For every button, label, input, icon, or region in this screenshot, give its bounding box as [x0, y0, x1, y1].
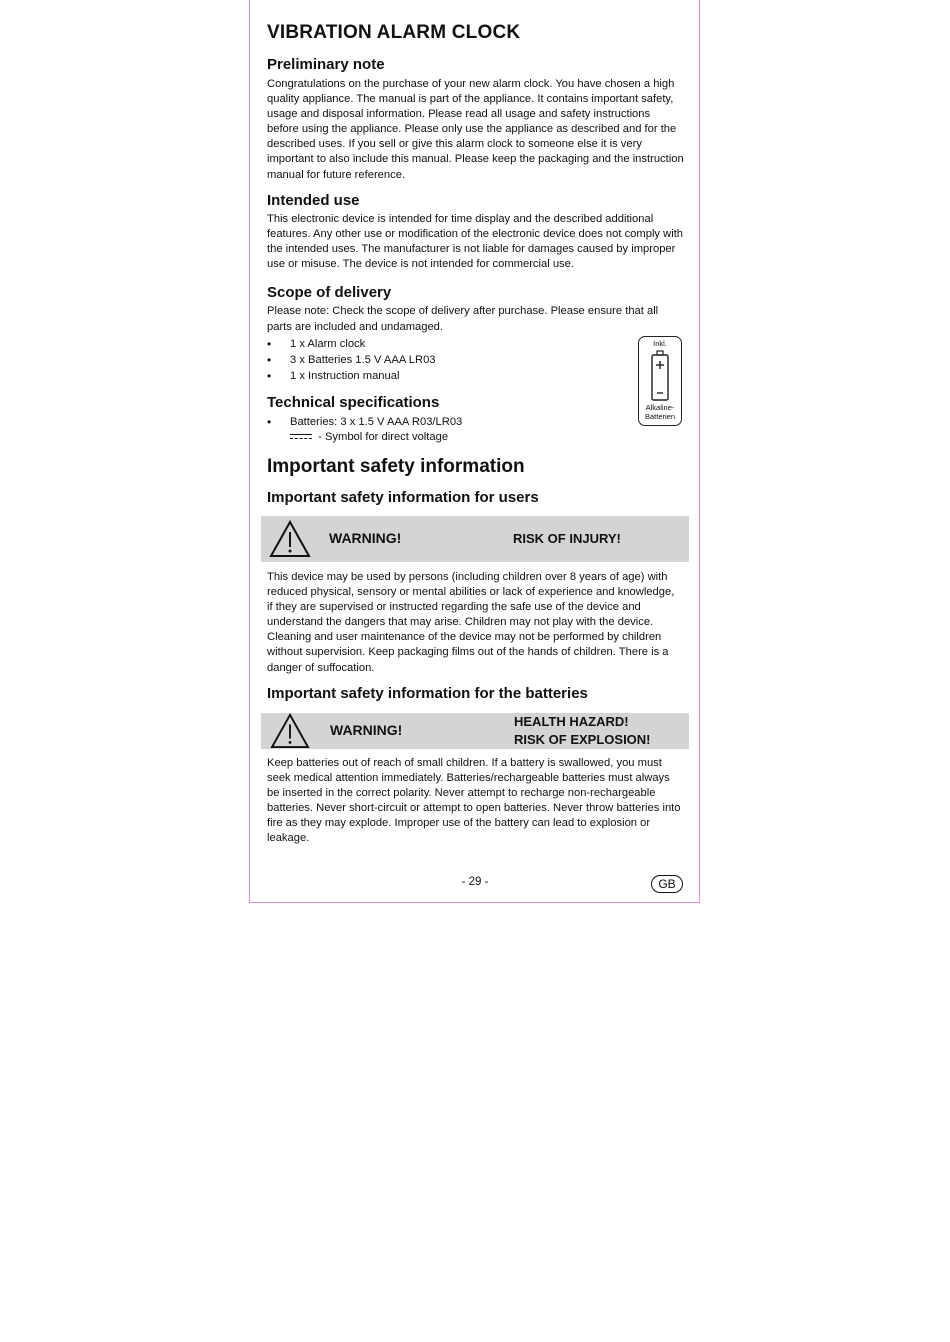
warning-label: WARNING!: [330, 722, 403, 738]
risk-label: HEALTH HAZARD! RISK OF EXPLOSION!: [514, 714, 651, 747]
warning-box-injury: [261, 516, 689, 562]
battery-icon: [649, 350, 671, 402]
warning-triangle-icon: [269, 520, 311, 558]
list-item: • 3 x Batteries 1.5 V AAA LR03: [267, 352, 627, 368]
users-safety-text: This device may be used by persons (including children over 8 years of age) with reduced physical, sensory or mental abilities or lack of experience and knowledge, if they are supervised or instructed regarding the safe use of the device and understand the dangers that may arise. Children may not play with the device. Cleaning and user maintenance of the device may not be performed by children without supervision. Keep packaging films out of the hands of children. There is a danger of suffocation.: [267, 571, 675, 674]
warning-box-batteries: [261, 713, 689, 749]
badge-bottom-text: Alkaline- Batterien: [644, 403, 676, 421]
badge-top-text: Inkl.: [653, 339, 667, 348]
list-item: • Batteries: 3 x 1.5 V AAA R03/LR03: [267, 414, 627, 430]
list-item: • 1 x Instruction manual: [267, 368, 627, 384]
dc-symbol-line: - Symbol for direct voltage: [290, 430, 448, 445]
scope-heading: Scope of delivery: [267, 284, 392, 301]
preliminary-text: Congratulations on the purchase of your new alarm clock. You have chosen a high quality appliance. The manual is part of the appliance. It contains important safety, usage and disposal information. Please read all usage and safety instructions before using the appliance. Please only use the appliance as described and for the described uses. If you sell or give this alarm clock to someone else it is very important to also include this manual. Please keep the packaging and the instruction manual for future reference.: [267, 78, 684, 181]
list-item: • 1 x Alarm clock: [267, 336, 627, 352]
language-badge: GB: [651, 875, 683, 893]
intended-use-heading: Intended use: [267, 192, 360, 209]
batteries-safety-heading: Important safety information for the batteries: [267, 685, 588, 702]
preliminary-heading: Preliminary note: [267, 56, 385, 73]
page-number: - 29 -: [461, 876, 489, 888]
scope-list: [267, 336, 627, 384]
tech-spec-list: [267, 414, 627, 430]
included-batteries-badge: [638, 336, 682, 426]
tech-spec-heading: Technical specifications: [267, 394, 440, 411]
direct-voltage-symbol-icon: [290, 433, 312, 441]
users-safety-heading: Important safety information for users: [267, 489, 539, 506]
scope-note: Please note: Check the scope of delivery after purchase. Please ensure that all parts are included and undamaged.: [267, 305, 659, 333]
document-title: VIBRATION ALARM CLOCK: [267, 22, 521, 43]
intended-use-text: This electronic device is intended for time display and the described additional features. Any other use or modification of the electronic device does not comply with the intended uses. The manufacturer is not liable for damages caused by improper use or misuse. The device is not intended for commercial use.: [267, 213, 684, 271]
batteries-safety-text: Keep batteries out of reach of small children. If a battery is swallowed, you must seek medical attention immediately. Batteries/rechargeable batteries must always be inserted in the correct polarity. Never attempt to recharge non-rechargeable batteries. Never short-circuit or attempt to open batteries. Never throw batteries into fire as they may explode. Improper use of the battery can lead to explosion or leakage.: [267, 757, 681, 845]
safety-heading: Important safety information: [267, 456, 525, 477]
warning-label: WARNING!: [329, 530, 402, 546]
risk-label: RISK OF INJURY!: [513, 531, 621, 546]
warning-triangle-icon: [269, 713, 311, 749]
